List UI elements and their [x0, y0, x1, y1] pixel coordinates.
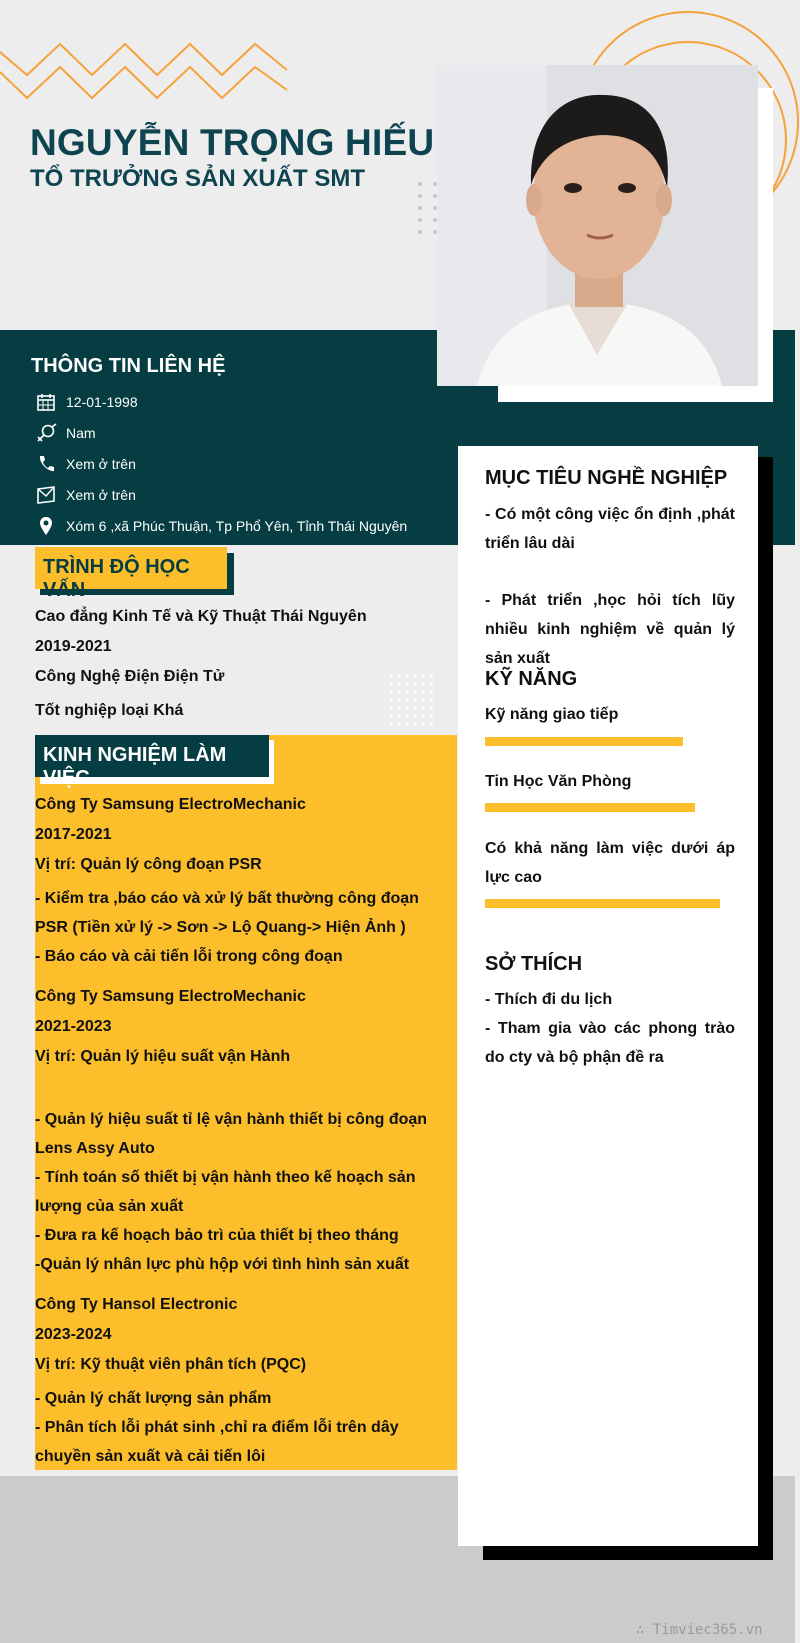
dots-decoration [418, 182, 438, 234]
job-2-duty: - Tính toán số thiết bị vận hành theo kế hoạch sản lượng của sản xuất [35, 1169, 416, 1215]
education-school: Cao đẳng Kinh Tế và Kỹ Thuật Thái Nguyên [35, 608, 367, 625]
person-avatar-icon [437, 65, 758, 386]
zigzag-decoration-2 [0, 67, 287, 98]
job-1-duty: - Kiểm tra ,báo cáo và xử lý bất thường công đoạn PSR (Tiền xử lý -> Sơn -> Lộ Quang-> Hiện Ảnh ) [35, 890, 419, 936]
location-pin-icon [35, 515, 57, 537]
contact-address [35, 514, 407, 538]
gender-text: Nam [66, 425, 96, 441]
job-2-company: Công Ty Samsung ElectroMechanic [35, 988, 306, 1005]
phone-text: Xem ở trên [66, 456, 136, 472]
hobby-line: - Tham gia vào các phong trào do cty và bộ phận đề ra [485, 1020, 735, 1066]
job-3-position: Vị trí: Kỹ thuật viên phân tích (PQC) [35, 1356, 307, 1373]
objective-section-title: MỤC TIÊU NGHỀ NGHIỆP [485, 467, 728, 489]
skill-name: Tin Học Văn Phòng [485, 773, 632, 790]
hobbies-section-title: SỞ THÍCH [485, 953, 583, 975]
contact-phone [35, 452, 136, 476]
job-1-company: Công Ty Samsung ElectroMechanic [35, 796, 306, 813]
job-2-position: Vị trí: Quản lý hiệu suất vận Hành [35, 1048, 291, 1065]
candidate-job-title: TỔ TRƯỞNG SẢN XUẤT SMT [30, 165, 366, 192]
education-major: Công Nghệ Điện Điện Tử [35, 668, 225, 685]
job-2-duty: - Quản lý hiệu suất tỉ lệ vận hành thiết bị công đoạn Lens Assy Auto [35, 1111, 428, 1157]
job-1-duty: - Báo cáo và cải tiến lỗi trong công đoạn [35, 948, 343, 965]
experience-section-title: KINH NGHIỆM LÀM VIỆC [35, 735, 269, 777]
skill-level-bar [485, 803, 695, 812]
objective-line: - Có một công việc ổn định ,phát triển lâu dài [485, 506, 735, 552]
phone-icon [35, 453, 57, 475]
job-3-period: 2023-2024 [35, 1326, 112, 1343]
contact-section-title: THÔNG TIN LIÊN HỆ [31, 355, 226, 377]
skill-level-bar [485, 899, 720, 908]
job-3-duty: - Quản lý chất lượng sản phẩm [35, 1390, 272, 1407]
watermark: ∴ Timviec365.vn [636, 1622, 763, 1638]
job-2-period: 2021-2023 [35, 1018, 112, 1035]
education-section-title: TRÌNH ĐỘ HỌC VẤN [35, 547, 227, 589]
contact-email [35, 483, 136, 507]
profile-photo [437, 65, 758, 386]
skill-level-bar [485, 737, 683, 746]
education-grade: Tốt nghiệp loại Khá [35, 702, 184, 719]
job-3-company: Công Ty Hansol Electronic [35, 1296, 238, 1313]
calendar-icon [35, 391, 57, 413]
address-text: Xóm 6 ,xã Phúc Thuận, Tp Phổ Yên, Tỉnh Thái Nguyên [66, 518, 408, 534]
job-2-duty: - Đưa ra kế hoạch bảo trì của thiết bị theo tháng [35, 1227, 399, 1244]
education-period: 2019-2021 [35, 638, 112, 655]
dots-decoration-light [390, 675, 433, 726]
skill-name: Có khả năng làm việc dưới áp lực cao [485, 840, 735, 886]
objective-line: - Phát triển ,học hỏi tích lũy nhiều kinh nghiệm về quản lý sản xuất [485, 592, 735, 667]
skills-section-title: KỸ NĂNG [485, 668, 578, 690]
skill-name: Kỹ năng giao tiếp [485, 706, 619, 723]
birthday-text: 12-01-1998 [66, 394, 138, 410]
job-1-position: Vị trí: Quản lý công đoạn PSR [35, 856, 262, 873]
zigzag-decoration [0, 44, 287, 75]
candidate-name: NGUYỄN TRỌNG HIẾU [30, 122, 435, 163]
contact-gender [35, 421, 96, 445]
contact-birthday [35, 390, 138, 414]
gender-icon [35, 422, 57, 444]
hobby-line: - Thích đi du lịch [485, 991, 613, 1008]
job-2-duty: -Quản lý nhân lực phù hộp với tình hình sản xuất [35, 1256, 410, 1273]
job-1-period: 2017-2021 [35, 826, 112, 843]
job-3-duty: - Phân tích lỗi phát sinh ,chỉ ra điểm lỗi trên dây chuyền sản xuất và cải tiến lôi [35, 1419, 399, 1465]
email-text: Xem ở trên [66, 487, 136, 503]
email-icon [35, 484, 57, 506]
